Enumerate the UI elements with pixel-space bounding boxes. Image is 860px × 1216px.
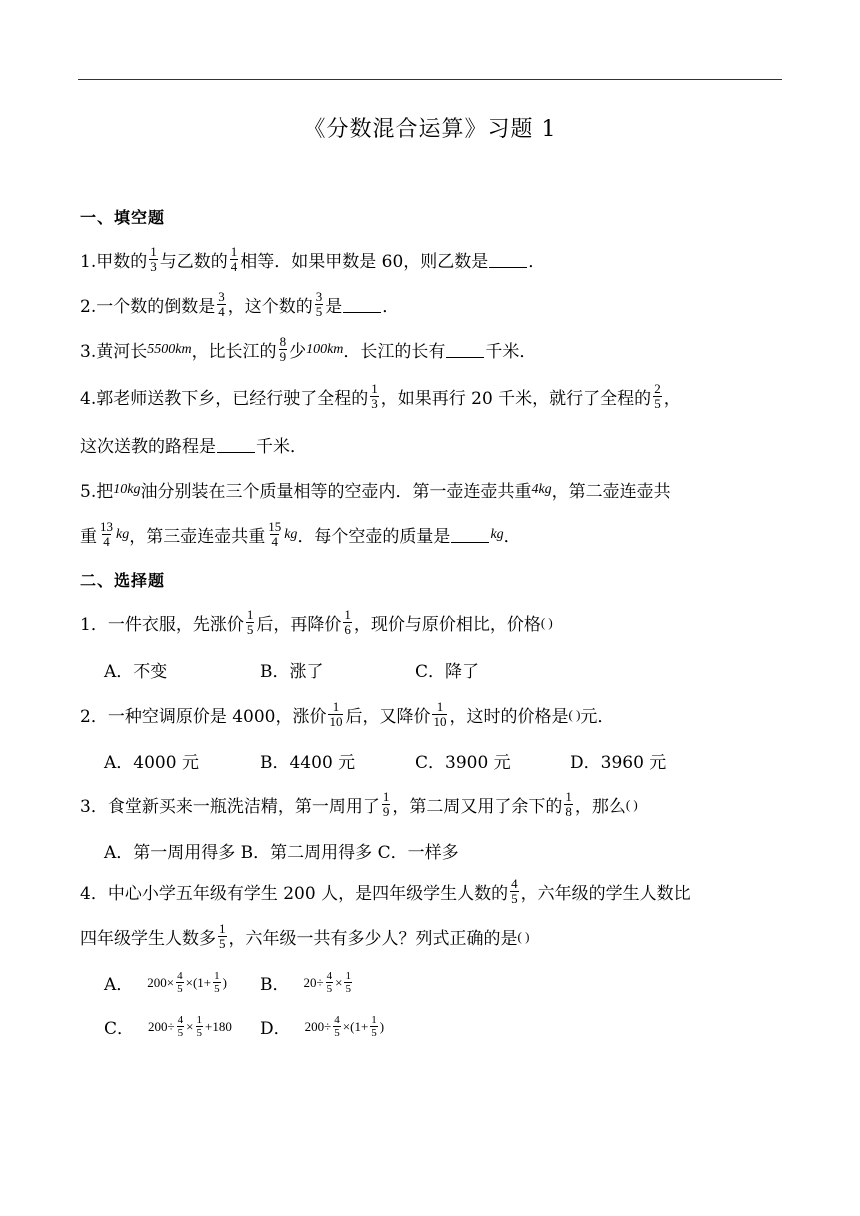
c2-text-d: 元． bbox=[580, 707, 615, 727]
q5-text-g: ． bbox=[503, 527, 521, 547]
q1-text-d: ． bbox=[528, 252, 546, 272]
fraction: $\frac{1}{5}$ bbox=[246, 607, 254, 637]
option-label: B． bbox=[260, 975, 290, 995]
math-expression: 20÷ $\frac{4}{5}$ × $\frac{1}{5}$ bbox=[303, 970, 351, 995]
c3-text-a: 3．食堂新买来一瓶洗洁精，第一周用了 bbox=[80, 797, 380, 817]
fraction: $\frac{1}{8}$ bbox=[565, 789, 572, 819]
section-multiple-choice: 二、选择题 bbox=[80, 571, 166, 590]
c4-text-d: ，六年级一共有多少人？列式正确的是 bbox=[228, 929, 518, 949]
c1-text-c: ，现价与原价相比，价格 bbox=[353, 615, 541, 635]
choice-question-4-line-2 bbox=[80, 922, 529, 951]
q3-text-d: ．长江的长有 bbox=[343, 342, 446, 362]
question-4 bbox=[80, 382, 681, 411]
unit-value: 10kg bbox=[113, 481, 141, 497]
q1-text-b: 与乙数的 bbox=[159, 252, 228, 272]
fraction: $\frac{1}{10}$ bbox=[433, 699, 447, 729]
q4-text-a: 4.郭老师送教下乡，已经行驶了全程的 bbox=[80, 389, 369, 409]
fraction: $\frac{1}{5}$ bbox=[371, 1014, 377, 1039]
choice-question-4 bbox=[80, 877, 691, 906]
fraction: $\frac{4}{5}$ bbox=[177, 970, 183, 995]
fraction: $\frac{1}{3}$ bbox=[150, 244, 157, 274]
fraction: $\frac{1}{5}$ bbox=[219, 921, 226, 951]
q1-text-a: 1.甲数的 bbox=[80, 252, 148, 272]
unit-value: kg bbox=[490, 526, 504, 542]
fraction: $\frac{1}{5}$ bbox=[345, 970, 351, 995]
question-5 bbox=[80, 477, 671, 502]
answer-blank[interactable] bbox=[343, 296, 381, 313]
fraction: $\frac{3}{4}$ bbox=[218, 289, 225, 319]
unit-value: 100km bbox=[306, 341, 344, 357]
answer-paren[interactable]: ( ) bbox=[568, 706, 581, 722]
header-rule bbox=[78, 79, 782, 80]
option-c[interactable]: C．3900 元 bbox=[415, 753, 511, 773]
option-d[interactable] bbox=[260, 1014, 384, 1039]
section-fill-blank: 一、填空题 bbox=[80, 208, 166, 227]
fraction: $\frac{1}{9}$ bbox=[382, 789, 390, 819]
c4-text-b: ，六年级的学生人数比 bbox=[520, 884, 691, 904]
option-a[interactable]: A．不变 bbox=[104, 662, 168, 682]
q4-text-e: 千米． bbox=[256, 437, 307, 457]
q2-text-a: 2.一个数的倒数是 bbox=[80, 297, 216, 317]
q5-text-b: 油分别装在三个质量相等的空壶内．第一壶连壶共重 bbox=[140, 482, 532, 502]
q5-text-e: ，第三壶连壶共重 bbox=[129, 527, 266, 547]
option-c[interactable] bbox=[104, 1014, 232, 1039]
c1-text-b: 后，再降价 bbox=[256, 615, 342, 635]
c3-text-c: ，那么 bbox=[574, 797, 626, 817]
q4-text-d: 这次送教的路程是 bbox=[80, 437, 216, 457]
fraction: $\frac{4}{5}$ bbox=[177, 1014, 184, 1039]
c4-text-c: 四年级学生人数多 bbox=[80, 929, 216, 949]
question-2 bbox=[80, 290, 399, 319]
fraction: $\frac{4}{5}$ bbox=[326, 970, 333, 995]
fraction: $\frac{2}{5}$ bbox=[654, 381, 661, 411]
option-d[interactable]: D．3960 元 bbox=[570, 753, 667, 773]
q3-text-e: 千米． bbox=[485, 342, 537, 362]
c2-text-b: 后，又降价 bbox=[345, 707, 431, 727]
c4-text-a: 4．中心小学五年级有学生 200 人，是四年级学生人数的 bbox=[80, 884, 509, 904]
fraction: $\frac{4}{5}$ bbox=[334, 1014, 340, 1039]
fraction: $\frac{4}{5}$ bbox=[511, 876, 518, 906]
q5-text-f: ．每个空壶的质量是 bbox=[297, 527, 451, 547]
option-b[interactable] bbox=[260, 970, 354, 995]
c3-text-b: ，第二周又用了余下的 bbox=[392, 797, 563, 817]
fraction: $\frac{1}{5}$ bbox=[196, 1014, 202, 1039]
math-expression: 200÷ $\frac{4}{5}$ × $\frac{1}{5}$ +180 bbox=[148, 1014, 232, 1039]
question-1 bbox=[80, 245, 545, 274]
q2-text-c: 是 bbox=[325, 297, 343, 317]
q4-text-b: ，如果再行 20 千米，就行了全程的 bbox=[380, 389, 652, 409]
fraction: $\frac{3}{5}$ bbox=[315, 289, 323, 319]
q3-text-b: ，比长江的 bbox=[191, 342, 277, 362]
choice-question-1 bbox=[80, 608, 553, 637]
option-a[interactable] bbox=[104, 970, 227, 995]
q1-text-c: 相等．如果甲数是 60，则乙数是 bbox=[240, 252, 489, 272]
answer-paren[interactable]: ( ) bbox=[625, 796, 638, 812]
option-a[interactable]: A．4000 元 bbox=[104, 753, 199, 773]
unit-value: 4kg bbox=[531, 481, 552, 497]
q5-text-a: 5.把 bbox=[80, 482, 114, 502]
c2-text-c: ，这时的价格是 bbox=[449, 707, 569, 727]
option-b[interactable]: B．涨了 bbox=[260, 662, 324, 682]
fraction: $\frac{8}{9}$ bbox=[279, 334, 287, 364]
question-3 bbox=[80, 335, 536, 364]
c1-text-a: 1．一件衣服，先涨价 bbox=[80, 615, 244, 635]
fraction: $\frac{1}{4}$ bbox=[230, 244, 238, 274]
option-label: C． bbox=[104, 1019, 135, 1039]
unit-value: 5500km bbox=[147, 341, 192, 357]
q2-text-d: ． bbox=[382, 297, 400, 317]
answer-blank[interactable] bbox=[446, 341, 484, 358]
unit-value: kg bbox=[284, 526, 298, 542]
c2-text-a: 2．一种空调原价是 4000，涨价 bbox=[80, 707, 327, 727]
q3-text-c: 少 bbox=[289, 342, 307, 362]
math-expression: 200÷ $\frac{4}{5}$ ×(1+ $\frac{1}{5}$ ) bbox=[304, 1014, 385, 1039]
unit-value: kg bbox=[116, 526, 130, 542]
answer-paren[interactable]: ( ) bbox=[540, 614, 553, 630]
choice-question-2 bbox=[80, 700, 614, 729]
option-c[interactable]: C．降了 bbox=[415, 662, 480, 682]
fraction: $\frac{1}{5}$ bbox=[214, 970, 220, 995]
answer-blank[interactable] bbox=[451, 526, 489, 543]
fraction: $\frac{13}{4}$ bbox=[100, 519, 113, 549]
q3-text-a: 3.黄河长 bbox=[80, 342, 148, 362]
q5-text-c: ，第二壶连壶共 bbox=[551, 482, 671, 502]
fraction: $\frac{15}{4}$ bbox=[268, 519, 282, 549]
math-expression: 200× $\frac{4}{5}$ ×(1+ $\frac{1}{5}$ ) bbox=[147, 970, 227, 995]
option-b[interactable]: B．4400 元 bbox=[260, 753, 356, 773]
answer-paren[interactable]: ( ) bbox=[517, 928, 530, 944]
question-4-line-2 bbox=[80, 432, 307, 457]
options-row[interactable]: A．第一周用得多 B．第二周用得多 C．一样多 bbox=[104, 843, 459, 863]
fraction: $\frac{1}{3}$ bbox=[371, 381, 378, 411]
page-title: 《分数混合运算》习题 1 bbox=[303, 117, 557, 142]
option-label: D． bbox=[260, 1019, 291, 1039]
question-5-line-2 bbox=[80, 520, 521, 549]
q5-text-d: 重 bbox=[80, 527, 97, 547]
fraction: $\frac{1}{6}$ bbox=[344, 607, 351, 637]
q2-text-b: ，这个数的 bbox=[227, 297, 313, 317]
answer-blank[interactable] bbox=[489, 251, 527, 268]
option-label: A． bbox=[104, 975, 134, 995]
q4-text-c: ， bbox=[663, 389, 681, 409]
fraction: $\frac{1}{10}$ bbox=[329, 699, 343, 729]
choice-question-3 bbox=[80, 790, 638, 819]
answer-blank[interactable] bbox=[217, 436, 255, 453]
